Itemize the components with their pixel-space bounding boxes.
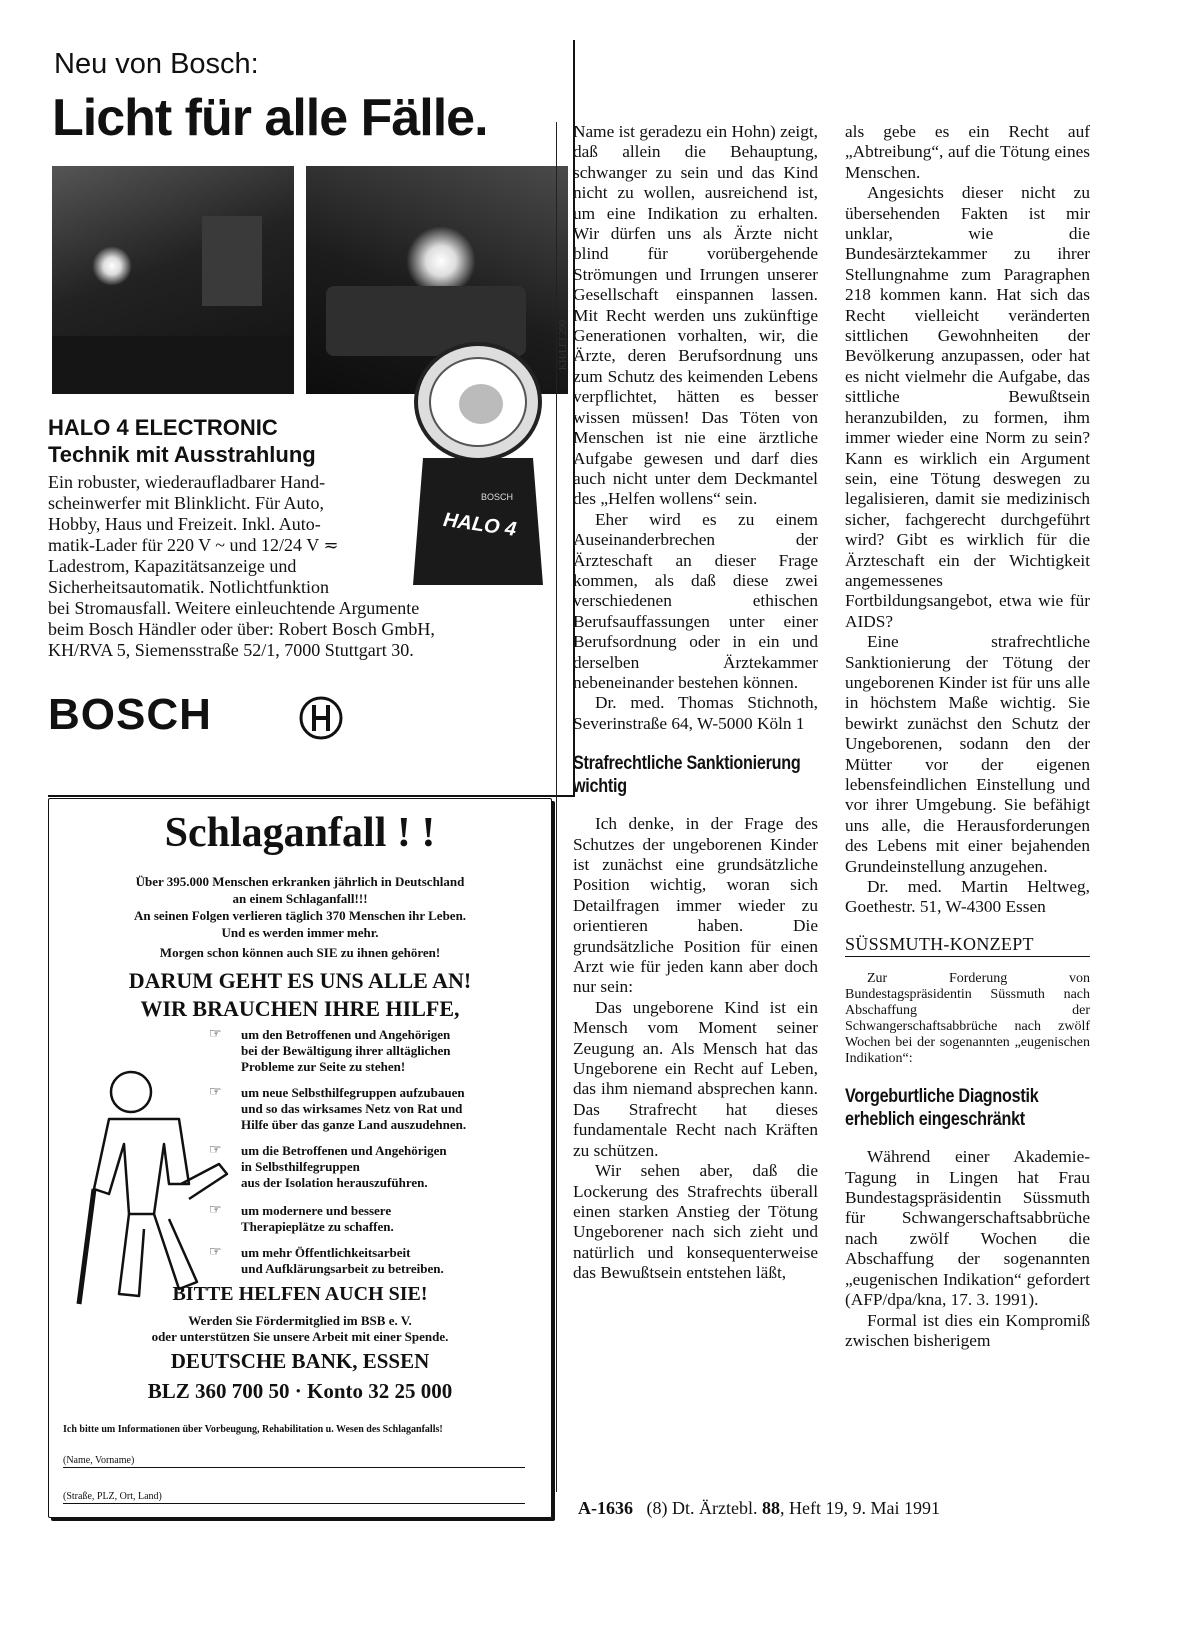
ad-photo-left (52, 166, 294, 394)
bullet-line: um modernere und bessere (241, 1203, 392, 1218)
bullet-line: und so das wirksames Netz von Rat und (241, 1101, 463, 1116)
bullet-line: um neue Selbsthilfegruppen aufzubauen (241, 1085, 465, 1100)
product-description (48, 472, 468, 661)
article-column-3 (845, 122, 1090, 1351)
bank-name: DEUTSCHE BANK, ESSEN (170, 1349, 430, 1373)
pointing-hand-icon: ☞ (209, 1085, 222, 1100)
stroke-ad-warning: Morgen schon können auch SIE zu ihnen gehören! (159, 945, 441, 960)
pointing-hand-icon: ☞ (209, 1245, 222, 1260)
article-lead: Zur Forderung von Bundestagspräsidentin Süssmuth nach Abschaffung der Schwangerschaftsabbrüche nach zwölf Wochen bei der sogenannten „eugenischen Indikation“: (845, 971, 1090, 1067)
photo-credit: KH/LEI 290 (558, 320, 569, 371)
volume: 88 (761, 1498, 780, 1518)
stroke-ad-title: Schlaganfall ! ! (164, 810, 436, 856)
product-name: HALO 4 ELECTRONIC (48, 415, 278, 440)
appeal-line: DARUM GEHT ES UNS ALLE AN! (128, 968, 472, 993)
intro-line: an einem Schlaganfall!!! (232, 891, 368, 906)
bullet-line: um den Betroffenen und Angehörigen (241, 1027, 451, 1042)
lamp-model-label: HALO 4 (441, 508, 518, 541)
product-tagline: Technik mit Ausstrahlung (48, 442, 316, 467)
info-request: Ich bitte um Informationen über Vorbeugung, Rehabilitation u. Wesen des Schlaganfalls! (63, 1424, 443, 1435)
ad-kicker: Neu von Bosch: (54, 48, 259, 80)
list-item (209, 1027, 549, 1075)
bullet-line: Probleme zur Seite zu stehen! (241, 1059, 406, 1074)
author-signature: Dr. med. Martin Heltweg, Goethestr. 51, W-4300 Essen (845, 877, 1090, 917)
article-column-2 (573, 122, 818, 1284)
bosch-wordmark: BOSCH (48, 690, 212, 739)
desc-line: scheinwerfer mit Blinklicht. Für Auto, (48, 493, 324, 513)
bullet-line: in Selbsthilfegruppen (241, 1159, 360, 1174)
list-item (209, 1203, 549, 1235)
body-paragraph: Während einer Akademie-Tagung in Lingen hat Frau Bundestagspräsidentin Süssmuth für Schwangerschaftsabbrüche nach zwölf Wochen die Abschaffung der sogenannten „eugenischen Indikation“ gefordert (AFP/dpa/kna, 17. 3. 1991). (845, 1147, 1090, 1310)
body-paragraph: Eine strafrechtliche Sanktionierung der Tötung der ungeborenen Kinder ist für uns alle in höchstem Maße wichtig. Sie bewirkt zunächst den Schutz der Ungeborenen, sodann den der Mütter vor der eigenen lebensfeindlichen Einstellung und vor ihrer Umgebung. Sie befähigt uns alle, die Herausforderungen des Lebens mit einer bejahenden Grundeinstellung anzugehen. (845, 632, 1090, 876)
name-field[interactable]: (Name, Vorname) (63, 1455, 525, 1468)
body-paragraph: Name ist geradezu ein Hohn) zeigt, daß allein die Behauptung, schwanger zu sein und das Kind nicht zu wollen, ausreichend ist, um eine Indikation zu erhalten. Wir dürfen uns als Ärzte nicht blind für vorübergehende Strömungen und Irrungen unserer Gesellschaft einspannen lassen. Mit Recht werden uns zukünftige Generationen vorhalten, wir, die Ärzte, deren Berufsordnung uns zum Schutz des keimenden Lebens verpflichtet, hätten es besser wissen müssen! Das Töten von Menschen ist nie eine ärztliche Aufgabe gewesen und darf dies auch nicht unter dem Deckmantel des „Helfen wollens“ sein. (573, 122, 818, 509)
body-paragraph: Das ungeborene Kind ist ein Mensch vom Moment seiner Zeugung an. Als Mensch hat das Ungeborene ein Recht auf Leben, das ihm niemand absprechen kann. Das Strafrecht hat dieses fundamentale Recht nach Kräften zu schützen. (573, 997, 818, 1160)
desc-line: bei Stromausfall. Weitere einleuchtende Argumente (48, 598, 420, 618)
address-field[interactable]: (Straße, PLZ, Ort, Land) (63, 1491, 525, 1504)
list-item (209, 1245, 549, 1277)
bullet-line: aus der Isolation herauszuführen. (241, 1175, 428, 1190)
stroke-charity-advertisement (48, 798, 552, 1518)
desc-line: KH/RVA 5, Siemensstraße 52/1, 7000 Stuttgart 30. (48, 640, 414, 660)
page-number: A-1636 (578, 1498, 633, 1518)
page-footer: A-1636 (8) Dt. Ärztebl. 88, Heft 19, 9. Mai 1991 (578, 1498, 940, 1518)
intro-line: Über 395.000 Menschen erkranken jährlich in Deutschland (135, 874, 465, 889)
pointing-hand-icon: ☞ (209, 1027, 222, 1042)
pointing-hand-icon: ☞ (209, 1143, 222, 1158)
desc-line: Ein robuster, wiederaufladbarer Hand- (48, 472, 326, 492)
lamp-brand-label: BOSCH (481, 492, 514, 502)
body-paragraph: Formal ist dies ein Kompromiß zwischen bisherigem (845, 1310, 1090, 1350)
bullet-line: Hilfe über das ganze Land auszudehnen. (241, 1117, 467, 1132)
author-signature: Dr. med. Thomas Stichnoth, Severinstraße 64, W-5000 Köln 1 (573, 693, 818, 733)
body-paragraph: Ich denke, in der Frage des Schutzes der ungeborenen Kinder ist zunächst eine grundsätzliche Position wichtig, woran sich Detailfragen immer wieder zu orientieren haben. Die grundsätzliche Position für einen Arzt wie für jeden kann aber doch nur sein: (573, 814, 818, 997)
intro-line: An seinen Folgen verlieren täglich 370 Menschen ihr Leben. (133, 908, 467, 923)
article-heading: Vorgeburtliche Diagnostik erheblich eingeschränkt (845, 1086, 1039, 1131)
body-paragraph: Wir sehen aber, daß die Lockerung des Strafrechts überall einen starken Anstieg der Tötung Ungeborener nach sich zieht und natürlich und konsequenterweise das Bewußtsein entstehen läßt, (573, 1161, 818, 1283)
list-item (209, 1085, 549, 1133)
bullet-line: Therapieplätze zu schaffen. (241, 1219, 394, 1234)
body-paragraph: als gebe es ein Recht auf „Abtreibung“, auf die Tötung eines Menschen. (845, 122, 1090, 182)
pointing-hand-icon: ☞ (209, 1203, 222, 1218)
membership-line: oder unterstützen Sie unsere Arbeit mit einer Spende. (151, 1329, 449, 1344)
column-divider (556, 122, 557, 1492)
desc-line: matik-Lader für 220 V ~ und 12/24 V ≂ (48, 535, 339, 555)
ad-headline: Licht für alle Fälle. (52, 89, 488, 147)
stroke-ad-help-call: BITTE HELFEN AUCH SIE! (172, 1283, 428, 1305)
appeal-line: WIR BRAUCHEN IHRE HILFE, (140, 996, 460, 1021)
desc-line: Ladestrom, Kapazitätsanzeige und (48, 556, 297, 576)
stroke-ad-appeal (49, 967, 551, 1023)
desc-line: Hobby, Haus und Freizeit. Inkl. Auto- (48, 514, 321, 534)
bank-account: BLZ 360 700 50 · Konto 32 25 000 (147, 1379, 453, 1403)
bullet-line: bei der Bewältigung ihrer alltäglichen (241, 1043, 451, 1058)
issue-date: Heft 19, 9. Mai 1991 (788, 1498, 940, 1518)
list-item (209, 1143, 549, 1191)
stroke-ad-membership (49, 1313, 551, 1345)
article-heading: Strafrechtliche Sanktionierung wichtig (573, 753, 801, 798)
intro-line: Und es werden immer mehr. (221, 925, 379, 940)
body-paragraph: Eher wird es zu einem Auseinanderbrechen der Ärzteschaft an dieser Frage kommen, als daß diese zwei verschiedenen ethischen Berufsauffassungen unter einer Berufsordnung oder in ein und derselben Ärztekammer nebeneinander bestehen können. (573, 509, 818, 692)
bullet-line: um mehr Öffentlichkeitsarbeit (241, 1245, 411, 1260)
bosch-armature-logo-icon (298, 695, 344, 741)
bullet-line: und Aufklärungsarbeit zu betreiben. (241, 1261, 444, 1276)
bosch-advertisement (48, 40, 575, 797)
membership-line: Werden Sie Fördermitglied im BSB e. V. (188, 1313, 412, 1328)
desc-line: beim Bosch Händler oder über: Robert Bosch GmbH, (48, 619, 435, 639)
issue-ref: (8) Dt. Ärztebl. (646, 1498, 758, 1518)
section-title: SÜSSMUTH-KONZEPT (845, 934, 1090, 957)
desc-line: Sicherheitsautomatik. Notlichtfunktion (48, 577, 329, 597)
bullet-line: um die Betroffenen und Angehörigen (241, 1143, 447, 1158)
body-paragraph: Angesichts dieser nicht zu übersehenden Fakten ist mir unklar, wie die Bundesärztekammer zu ihrer Stellungnahme zum Paragraphen 218 kommen kann. Hat sich das Recht vielleicht veränderten sittlichen Gewohnheiten der Bevölkerung anzupassen, oder hat es nicht vielmehr die Aufgabe, das sittliche Bewußtsein heranzubilden, zu formen, ihm immer wieder eine Norm zu sein? Kann es wirklich ein Argument sein, eine Tötung deswegen zu legalisieren, damit sie medizinisch sicher, fachgerecht durchgeführt wird? Gibt es wirklich für die Ärzteschaft ein der Wichtigkeit angemessenes Fortbildungsangebot, etwa wie für AIDS? (845, 183, 1090, 631)
stroke-ad-intro (49, 873, 551, 941)
